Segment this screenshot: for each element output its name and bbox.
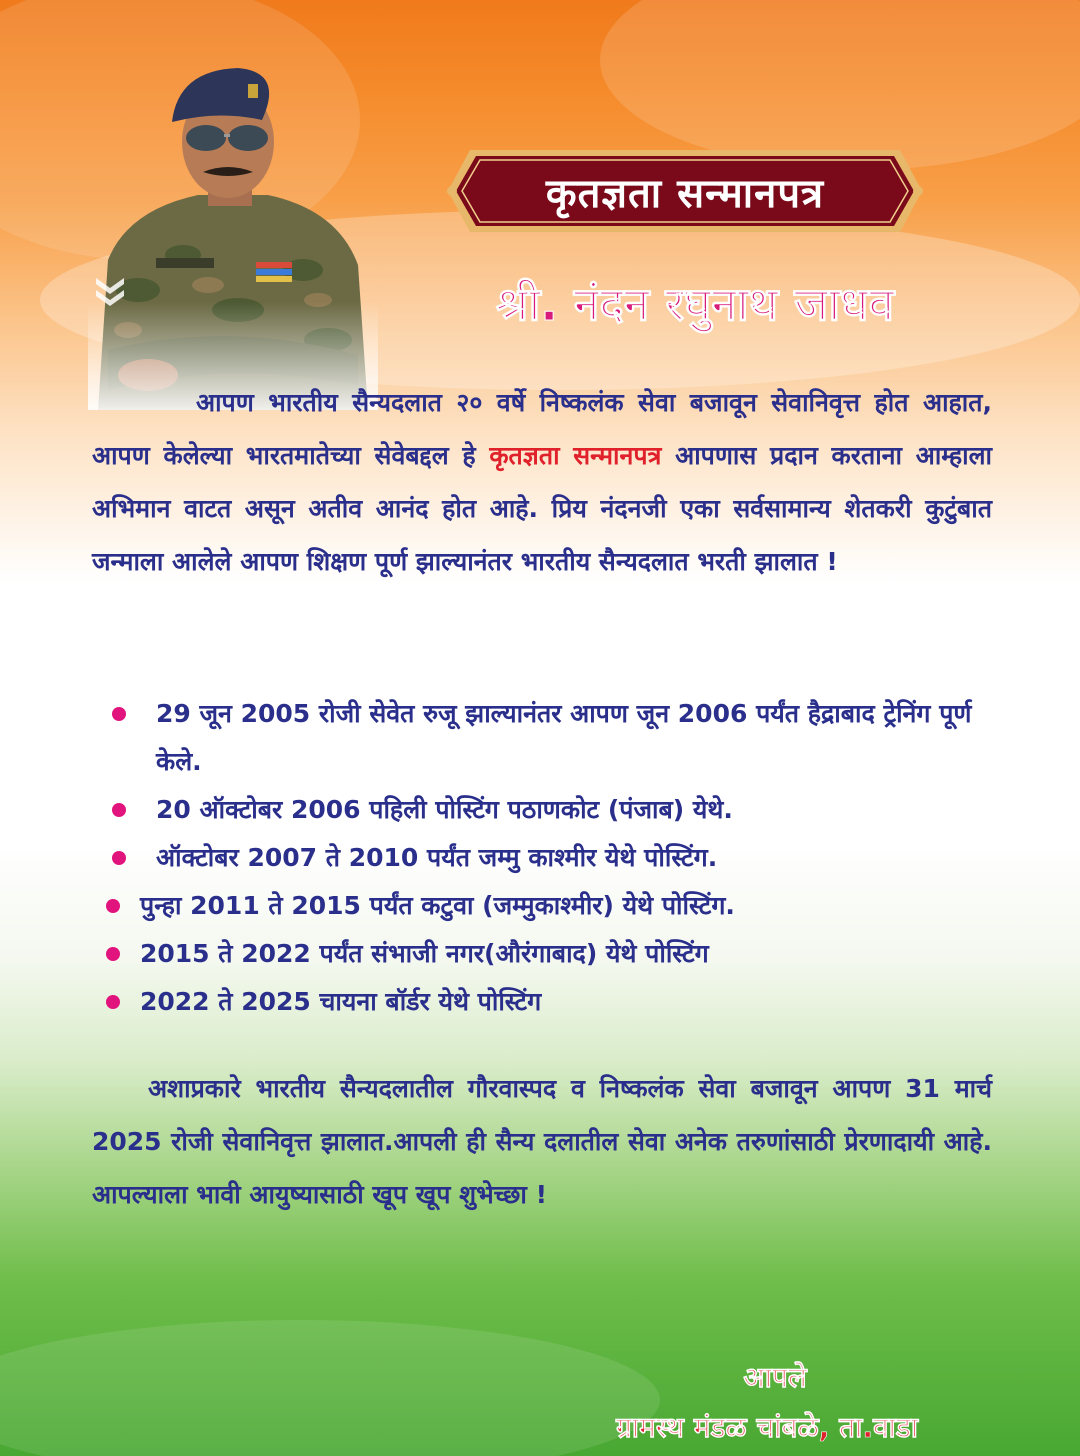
list-item <box>100 930 980 978</box>
list-item-text: ऑक्टोबर 2007 ते 2010 पर्यंत जम्मु काश्मीर येथे पोस्टिंग. <box>156 843 718 872</box>
dot-bullet-icon <box>112 707 126 721</box>
dot-bullet-icon <box>112 803 126 817</box>
list-item-text: 20 ऑक्टोबर 2006 पहिली पोस्टिंग पठाणकोट (पंजाब) येथे. <box>156 795 733 824</box>
service-timeline-list <box>100 690 980 1026</box>
list-item <box>100 978 980 1026</box>
list-item <box>100 882 980 930</box>
certificate-title: कृतज्ञता सन्मानपत्र <box>545 170 825 217</box>
dot-bullet-icon <box>106 947 120 961</box>
list-item-text: 2015 ते 2022 पर्यंत संभाजी नगर(औरंगाबाद) येथे पोस्टिंग <box>140 939 709 968</box>
intro-highlight: कृतज्ञता सन्मानपत्र <box>489 441 662 470</box>
intro-text-before: आपण भारतीय सैन्यदलात २० वर्षे निष्कलंक सेवा बजावून सेवानिवृत्त होत आहात, आपण केलेल्या भारतमातेच्या सेवेबद्दल हे <box>92 388 992 470</box>
list-item-text: 29 जून 2005 रोजी सेवेत रुजू झाल्यानंतर आपण जून 2006 पर्यंत हैद्राबाद ट्रेनिंग पूर्ण केले. <box>156 699 972 776</box>
dot-bullet-icon <box>112 851 126 865</box>
closing-salutation: आपले <box>743 1361 807 1394</box>
soldier-portrait <box>88 50 378 410</box>
dot-bullet-icon <box>106 899 120 913</box>
list-item-text: पुन्हा 2011 ते 2015 पर्यंत कटुवा (जम्मुकाश्मीर) येथे पोस्टिंग. <box>140 891 735 920</box>
list-item-text: 2022 ते 2025 चायना बॉर्डर येथे पोस्टिंग <box>140 987 542 1016</box>
recipient-name: श्री. नंदन रघुनाथ जाधव <box>495 277 895 331</box>
list-item <box>100 834 980 882</box>
dot-bullet-icon <box>106 995 120 1009</box>
closing-signatory: ग्रामस्थ मंडळ चांबळे, ता.वाडा <box>615 1411 919 1444</box>
conclusion-paragraph: अशाप्रकारे भारतीय सैन्यदलातील गौरवास्पद व निष्कलंक सेवा बजावून आपण 31 मार्च 2025 रोजी सेवानिवृत्त झालात.आपली ही सैन्य दलातील सेवा अनेक तरुणांसाठी प्रेरणादायी आहे. आपल्याला भावी आयुष्यासाठी खूप खूप शुभेच्छा ! <box>92 1074 992 1209</box>
intro-paragraph <box>92 376 992 588</box>
list-item <box>100 786 980 834</box>
intro-text-after: आपणास प्रदान करताना आम्हाला अभिमान वाटत असून अतीव आनंद होत आहे. प्रिय नंदनजी एका सर्वसामान्य शेतकरी कुटुंबात जन्माला आलेले आपण शिक्षण पूर्ण झाल्यानंतर भारतीय सैन्यदलात भरती झालात ! <box>92 441 992 576</box>
list-item <box>100 690 980 786</box>
